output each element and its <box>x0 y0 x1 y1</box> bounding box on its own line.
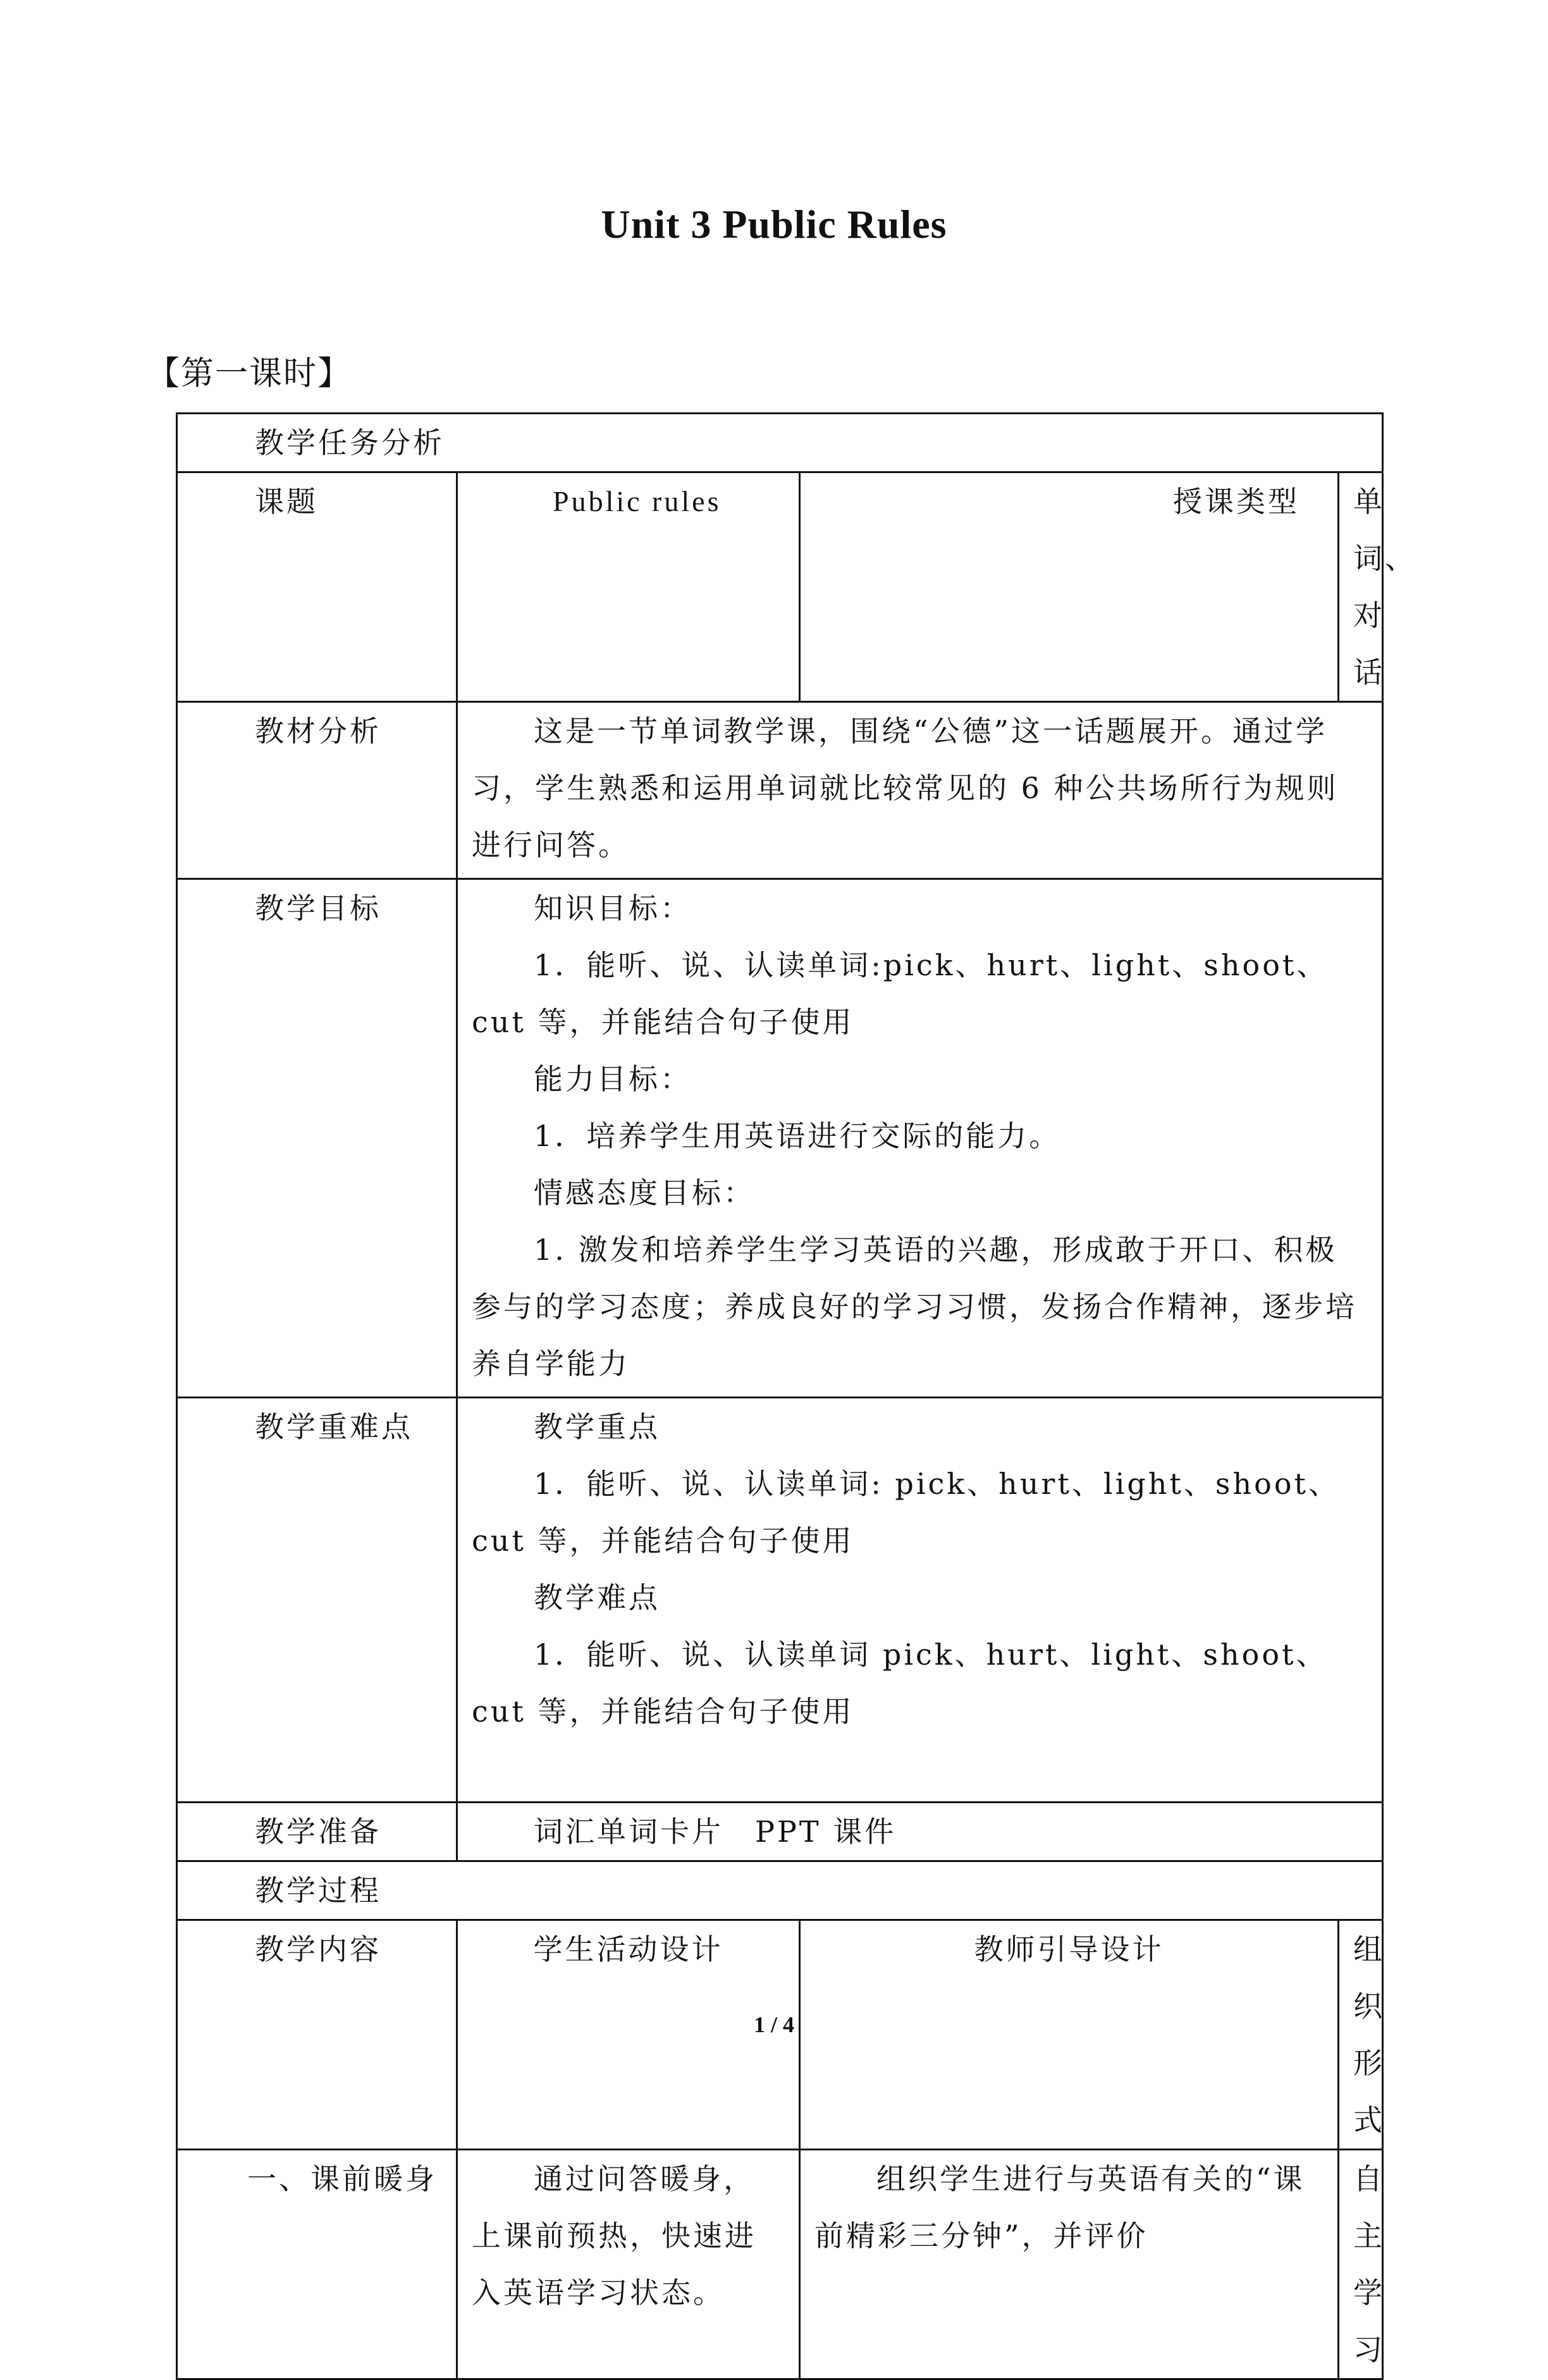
header-form: 组织形式 <box>1339 1920 1383 2150</box>
goal-line: 1．培养学生用英语进行交际的能力。 <box>534 1119 1061 1153</box>
table-row <box>177 472 1383 702</box>
row-student: 通过问答暖身，上课前预热，快速进入英语学习状态。 <box>457 2150 800 2379</box>
document-title: Unit 3 Public Rules <box>601 202 947 247</box>
table-row <box>177 879 1383 1398</box>
goal-line: 知识目标： <box>534 891 692 925</box>
table-row <box>177 1398 1383 1803</box>
keypoint-line: 教学难点 <box>534 1581 660 1615</box>
topic-label: 课题 <box>177 472 457 702</box>
table-row <box>177 1803 1383 1861</box>
keypoints-label: 教学重难点 <box>177 1398 457 1803</box>
page-number: 1 / 4 <box>753 2012 794 2037</box>
section-analysis: 教学任务分析 <box>177 414 1383 472</box>
header-student: 学生活动设计 <box>457 1920 800 2150</box>
row-content: 一、课前暖身 <box>177 2150 457 2379</box>
keypoint-line: 1．能听、说、认读单词: pick、hurt、light、shoot、cut 等，并能结合句子使用 <box>472 1467 1340 1558</box>
header-content: 教学内容 <box>177 1920 457 2150</box>
type-label: 授课类型 <box>800 472 1339 702</box>
row-form: 自主学习 <box>1339 2150 1383 2379</box>
goal-line: 1．能听、说、认读单词:pick、hurt、light、shoot、cut 等，并能结合句子使用 <box>472 948 1329 1039</box>
prep-label: 教学准备 <box>177 1803 457 1861</box>
table-row <box>177 414 1383 472</box>
type-value: 单词、对话 <box>1339 472 1383 702</box>
keypoint-line: 教学重点 <box>534 1410 660 1444</box>
header-teacher: 教师引导设计 <box>800 1920 1339 2150</box>
keypoint-line: 1．能听、说、认读单词 pick、hurt、light、shoot、cut 等，并能结合句子使用 <box>472 1637 1328 1729</box>
row-teacher: 组织学生进行与英语有关的“课前精彩三分钟”，并评价 <box>800 2150 1339 2379</box>
table-row <box>177 702 1383 879</box>
goal-line: 能力目标： <box>534 1062 692 1096</box>
topic-value: Public rules <box>457 472 800 702</box>
process-label: 教学过程 <box>177 1861 1383 1920</box>
goals-label: 教学目标 <box>177 879 457 1398</box>
material-text: 这是一节单词教学课，围绕“公德”这一话题展开。通过学习，学生熟悉和运用单词就比较常见的 6 种公共场所行为规则进行问答。 <box>457 702 1383 879</box>
keypoints-cell <box>457 1398 1383 1803</box>
table-row <box>177 1861 1383 1920</box>
lesson-heading: 【第一课时】 <box>147 355 352 393</box>
goal-line: 1. 激发和培养学生学习英语的兴趣，形成敢于开口、积极参与的学习态度；养成良好的学习习惯，发扬合作精神，逐步培养自学能力 <box>472 1233 1357 1381</box>
material-label: 教材分析 <box>177 702 457 879</box>
prep-text: 词汇单词卡片 PPT 课件 <box>457 1803 1383 1861</box>
goal-line: 情感态度目标： <box>534 1176 755 1210</box>
lesson-plan-table <box>176 412 1416 2380</box>
table-row <box>177 2150 1383 2379</box>
goals-cell <box>457 879 1383 1398</box>
